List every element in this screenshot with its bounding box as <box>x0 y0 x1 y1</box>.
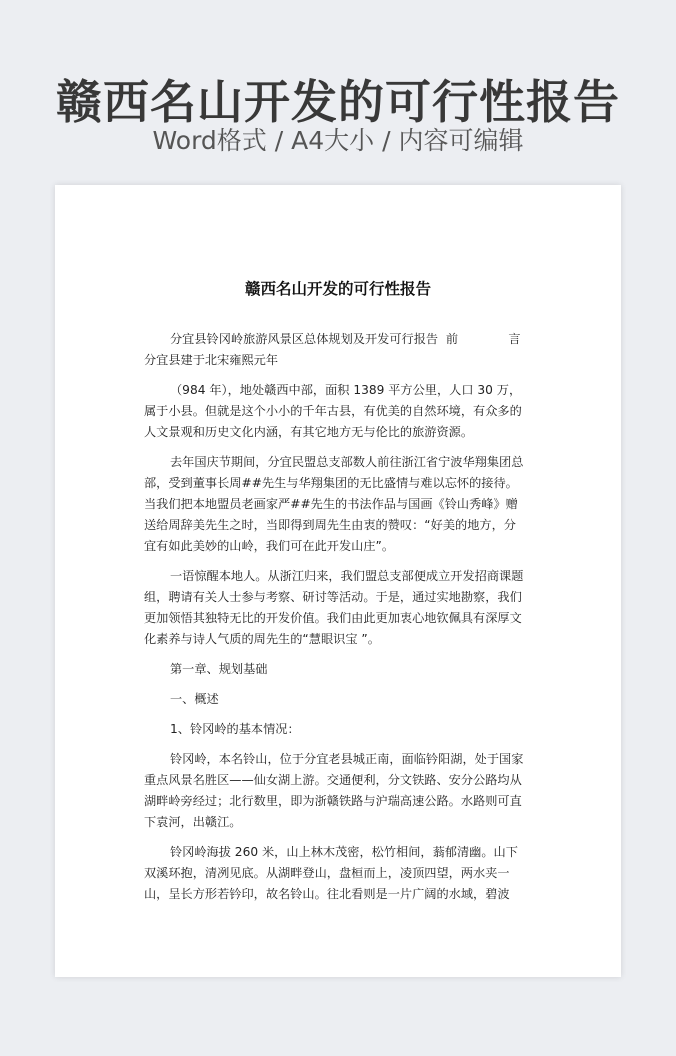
intro-line: 分宜县建于北宋雍熙元年 <box>144 353 279 367</box>
section-heading: 一、概述 <box>170 692 219 706</box>
paragraph: 去年国庆节期间，分宜民盟总支部数人前往浙江省宁波华翔集团总部，受到董事长周##先生与华翔集团的无比盛情与难以忘怀的接待。当我们把本地盟员老画家严##先生的书法作品与国画《铃山秀峰》赠送给周辞美先生之时，当即得到周先生由衷的赞叹：“好美的地方，分宜有如此美妙的山岭，我们可在此开发山庄”。 <box>144 455 524 553</box>
chapter-heading: 第一章、规划基础 <box>170 662 268 676</box>
paragraph: 铃冈岭海拔 260 米，山上林木茂密，松竹相间，蓊郁清幽。山下双溪环抱，清冽见底。从湖畔登山，盘桓而上，凌顶四望，两水夹一山，呈长方形若钤印，故名铃山。往北看则是一片广阔的水域，碧波 <box>144 845 518 901</box>
document-page <box>55 185 621 977</box>
paragraph: 一语惊醒本地人。从浙江归来，我们盟总支部便成立开发招商课题组，聘请有关人士参与考察、研讨等活动。于是，通过实地勘察，我们更加领悟其独特无比的开发价值。我们由此更加衷心地钦佩具有深厚文化素养与诗人气质的周先生的“慧眼识宝 ”。 <box>144 569 524 646</box>
banner-subtitle: Word格式 / A4大小 / 内容可编辑 <box>152 126 524 155</box>
document-body <box>144 329 524 914</box>
banner-title: 赣西名山开发的可行性报告 <box>56 75 620 129</box>
intro-line: 分宜县铃冈岭旅游风景区总体规划及开发可行报告 前 言 <box>170 332 521 346</box>
paragraph: 铃冈岭，本名铃山，位于分宜老县城正南，面临钤阳湖，处于国家重点风景名胜区——仙女湖上游。交通便利，分文铁路、安分公路均从湖畔岭旁经过；北行数里，即为浙赣铁路与沪瑞高速公路。水路则可直下袁河，出赣江。 <box>144 752 524 829</box>
paragraph: （984 年），地处赣西中部，面积 1389 平方公里，人口 30 万，属于小县。但就是这个小小的千年古县，有优美的自然环境，有众多的人文景观和历史文化内涵，有其它地方无与伦比的旅游资源。 <box>144 383 522 439</box>
document-title: 赣西名山开发的可行性报告 <box>244 280 431 298</box>
subsection-heading: 1、铃冈岭的基本情况： <box>170 722 300 736</box>
